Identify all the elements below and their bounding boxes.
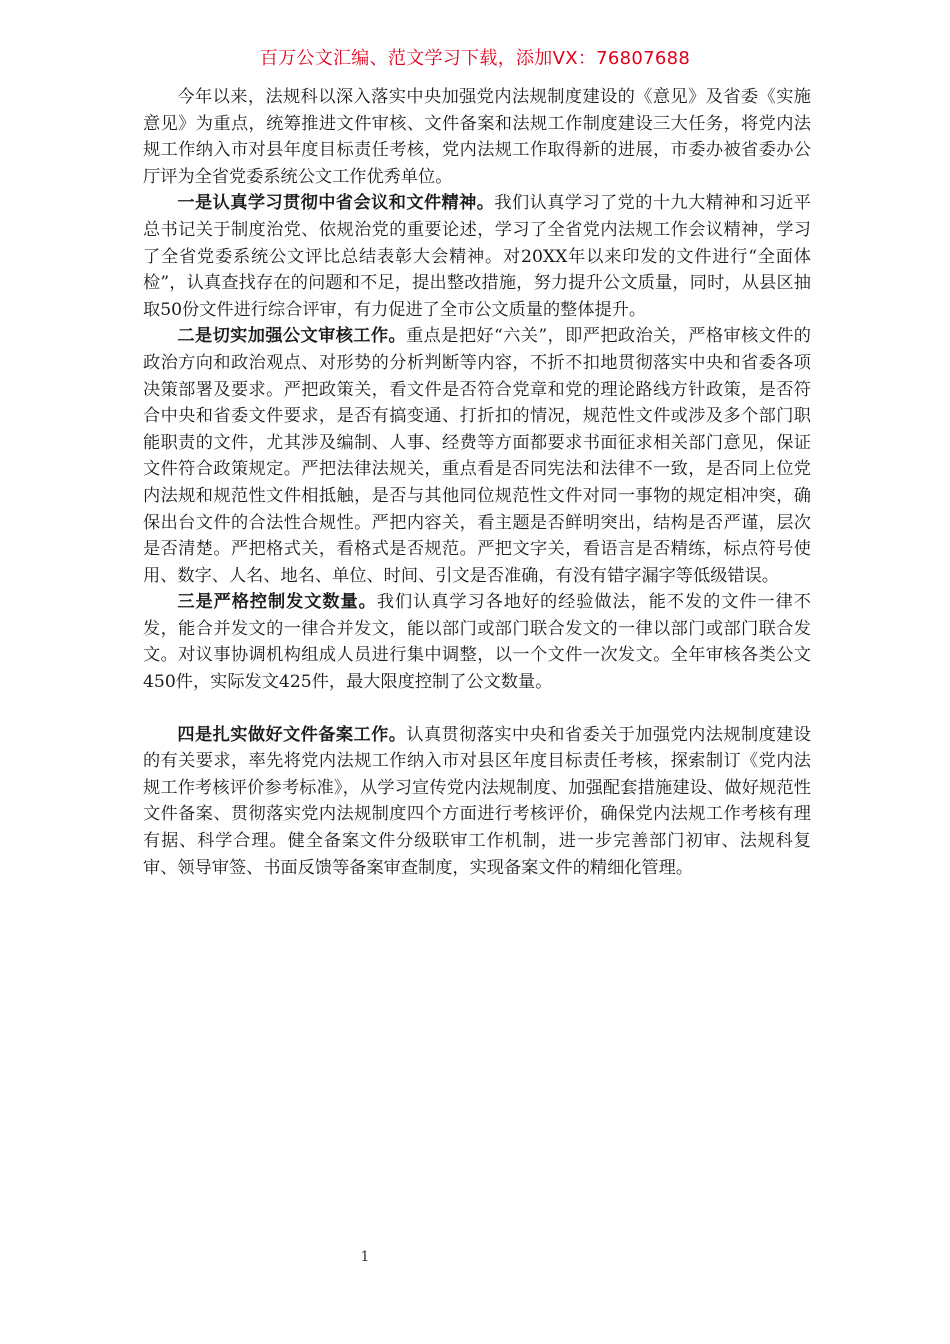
paragraph-text: 认真贯彻落实中央和省委关于加强党内法规制度建设的有关要求，率先将党内法规工作纳入市对县区年度目标责任考核，探索制订《党内法规工作考核评价参考标准》，从学习宣传党内法规制度、加强配套措施建设、做好规范性文件备案、贯彻落实党内法规制度四个方面进行考核评价，确保党内法规工作考核有理有据、科学合理。健全备案文件分级联审工作机制，进一步完善部门初审、法规科复审、领导审签、书面反馈等备案审查制度，实现备案文件的精细化管理。	[143, 724, 811, 878]
paragraph-lead: 一是认真学习贯彻中省会议和文件精神。	[177, 193, 495, 214]
paragraph-lead: 四是扎实做好文件备案工作。	[177, 724, 407, 745]
paragraph-1	[143, 190, 811, 323]
paragraph-text: 今年以来，法规科以深入落实中央加强党内法规制度建设的《意见》及省委《实施意见》为重点，统筹推进文件审核、文件备案和法规工作制度建设三大任务，将党内法规工作纳入市对县年度目标责任考核，党内法规工作取得新的进展，市委办被省委办公厅评为全省党委系统公文工作优秀单位。	[143, 87, 811, 187]
paragraph-lead: 二是切实加强公文审核工作。	[177, 326, 407, 347]
paragraph-lead: 三是严格控制发文数量。	[177, 592, 377, 613]
paragraph-2	[143, 323, 811, 589]
document-body	[143, 84, 811, 881]
page-number: 1	[360, 1249, 370, 1265]
header-watermark: 百万公文汇编、范文学习下载，添加VX：76807688	[259, 48, 691, 69]
paragraph-3	[143, 589, 811, 695]
paragraph-intro	[143, 84, 811, 190]
paragraph-text: 我们认真学习了党的十九大精神和习近平总书记关于制度治党、依规治党的重要论述，学习了全省党内法规工作会议精神，学习了全省党委系统公文评比总结表彰大会精神。对20XX年以来印发的文件进行“全面体检”，认真查找存在的问题和不足，提出整改措施，努力提升公文质量，同时，从县区抽取50份文件进行综合评审，有力促进了全市公文质量的整体提升。	[143, 193, 811, 320]
paragraph-4	[143, 722, 811, 882]
paragraph-text: 重点是把好“六关”，即严把政治关，严格审核文件的政治方向和政治观点、对形势的分析判断等内容，不折不扣地贯彻落实中央和省委各项决策部署及要求。严把政策关，看文件是否符合党章和党的理论路线方针政策，是否符合中央和省委文件要求，是否有搞变通、打折扣的情况，规范性文件或涉及多个部门职能职责的文件，尤其涉及编制、人事、经费等方面都要求书面征求相关部门意见，保证文件符合政策规定。严把法律法规关，重点看是否同宪法和法律不一致，是否同上位党内法规和规范性文件相抵触，是否与其他同位规范性文件对同一事物的规定相冲突，确保出台文件的合法性合规性。严把内容关，看主题是否鲜明突出，结构是否严谨，层次是否清楚。严把格式关，看格式是否规范。严把文字关，看语言是否精练，标点符号使用、数字、人名、地名、单位、时间、引文是否准确，有没有错字漏字等低级错误。	[143, 326, 811, 586]
paragraph-text: 我们认真学习各地好的经验做法，能不发的文件一律不发，能合并发文的一律合并发文，能以部门或部门联合发文的一律以部门或部门联合发文。对议事协调机构组成人员进行集中调整，以一个文件一次发文。全年审核各类公文450件，实际发文425件，最大限度控制了公文数量。	[143, 592, 811, 693]
